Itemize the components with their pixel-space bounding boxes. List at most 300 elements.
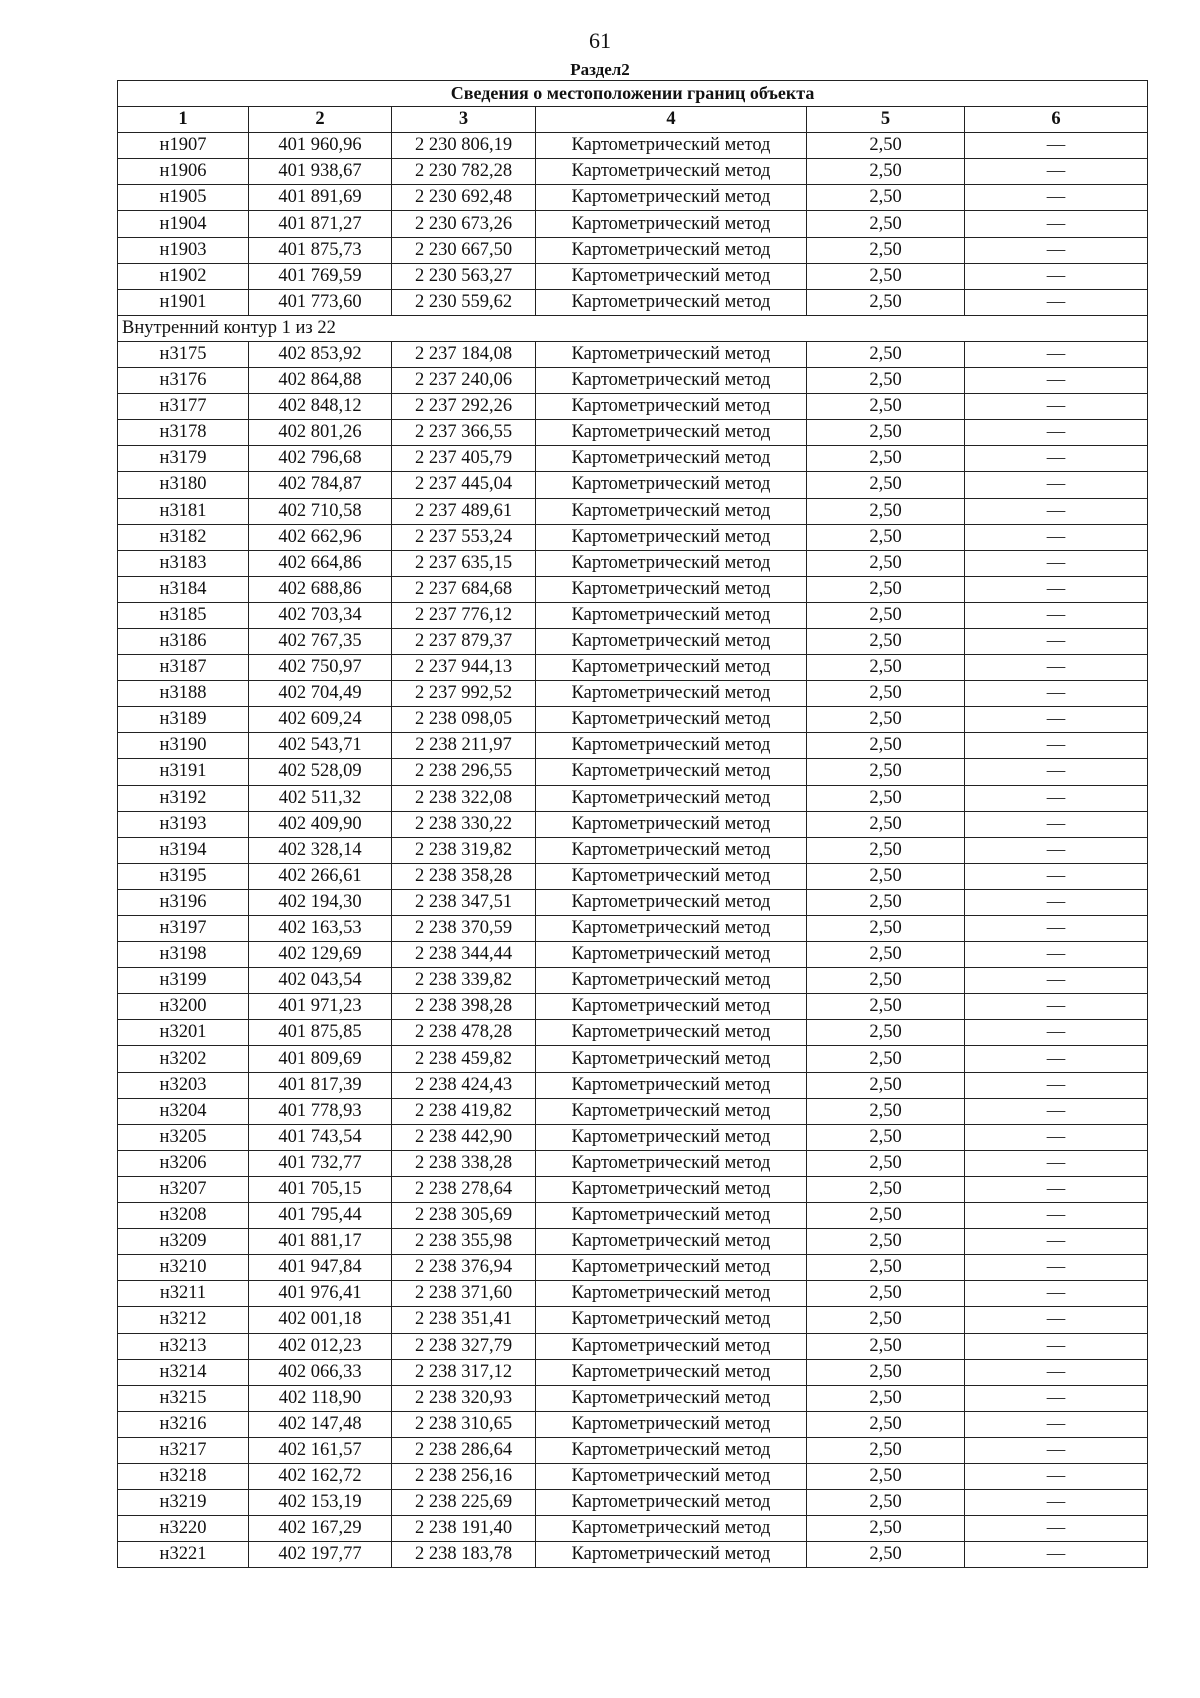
point-id-cell: н3178 [118,420,249,446]
method-cell: Картометрический метод [536,655,807,681]
accuracy-cell: 2,50 [807,1020,965,1046]
y-coordinate-cell: 2 238 098,05 [392,707,536,733]
method-cell: Картометрический метод [536,576,807,602]
method-cell: Картометрический метод [536,1150,807,1176]
point-id-cell: н3206 [118,1150,249,1176]
method-cell: Картометрический метод [536,863,807,889]
method-cell: Картометрический метод [536,707,807,733]
method-cell: Картометрический метод [536,994,807,1020]
accuracy-cell: 2,50 [807,785,965,811]
table-row [118,1176,1148,1202]
accuracy-cell: 2,50 [807,1437,965,1463]
accuracy-cell: 2,50 [807,472,965,498]
point-id-cell: н3214 [118,1359,249,1385]
x-coordinate-cell: 401 976,41 [249,1281,392,1307]
x-coordinate-cell: 402 848,12 [249,394,392,420]
table-row [118,889,1148,915]
y-coordinate-cell: 2 237 776,12 [392,602,536,628]
note-cell: — [965,994,1148,1020]
method-cell: Картометрический метод [536,759,807,785]
accuracy-cell: 2,50 [807,550,965,576]
point-id-cell: н3198 [118,942,249,968]
note-cell: — [965,628,1148,654]
x-coordinate-cell: 402 266,61 [249,863,392,889]
x-coordinate-cell: 402 609,24 [249,707,392,733]
method-cell: Картометрический метод [536,968,807,994]
x-coordinate-cell: 402 801,26 [249,420,392,446]
y-coordinate-cell: 2 237 684,68 [392,576,536,602]
point-id-cell: н3175 [118,341,249,367]
accuracy-cell: 2,50 [807,1411,965,1437]
point-id-cell: н1902 [118,263,249,289]
column-number: 6 [965,107,1148,133]
y-coordinate-cell: 2 238 191,40 [392,1516,536,1542]
x-coordinate-cell: 402 864,88 [249,368,392,394]
accuracy-cell: 2,50 [807,1098,965,1124]
accuracy-cell: 2,50 [807,263,965,289]
note-cell: — [965,1516,1148,1542]
x-coordinate-cell: 401 971,23 [249,994,392,1020]
y-coordinate-cell: 2 237 553,24 [392,524,536,550]
x-coordinate-cell: 401 875,85 [249,1020,392,1046]
x-coordinate-cell: 401 809,69 [249,1046,392,1072]
table-row [118,1385,1148,1411]
x-coordinate-cell: 401 938,67 [249,159,392,185]
table-row [118,1020,1148,1046]
table-row [118,1124,1148,1150]
method-cell: Картометрический метод [536,1229,807,1255]
contour-label: Внутренний контур 1 из 22 [118,315,1148,341]
method-cell: Картометрический метод [536,1281,807,1307]
table-row [118,628,1148,654]
point-id-cell: н3176 [118,368,249,394]
table-row [118,446,1148,472]
x-coordinate-cell: 402 153,19 [249,1490,392,1516]
y-coordinate-cell: 2 238 344,44 [392,942,536,968]
note-cell: — [965,133,1148,159]
accuracy-cell: 2,50 [807,1385,965,1411]
note-cell: — [965,811,1148,837]
point-id-cell: н3180 [118,472,249,498]
table-row [118,681,1148,707]
x-coordinate-cell: 401 705,15 [249,1176,392,1202]
x-coordinate-cell: 401 743,54 [249,1124,392,1150]
x-coordinate-cell: 401 891,69 [249,185,392,211]
note-cell: — [965,1124,1148,1150]
note-cell: — [965,837,1148,863]
x-coordinate-cell: 402 147,48 [249,1411,392,1437]
table-row [118,1463,1148,1489]
note-cell: — [965,1281,1148,1307]
table-row [118,472,1148,498]
method-cell: Картометрический метод [536,1124,807,1150]
y-coordinate-cell: 2 238 319,82 [392,837,536,863]
x-coordinate-cell: 402 750,97 [249,655,392,681]
point-id-cell: н3194 [118,837,249,863]
x-coordinate-cell: 402 162,72 [249,1463,392,1489]
note-cell: — [965,472,1148,498]
point-id-cell: н3212 [118,1307,249,1333]
point-id-cell: н3185 [118,602,249,628]
table-row [118,263,1148,289]
table-row [118,1307,1148,1333]
y-coordinate-cell: 2 238 256,16 [392,1463,536,1489]
column-number: 5 [807,107,965,133]
point-id-cell: н1901 [118,289,249,315]
x-coordinate-cell: 402 129,69 [249,942,392,968]
x-coordinate-cell: 402 409,90 [249,811,392,837]
point-id-cell: н3216 [118,1411,249,1437]
method-cell: Картометрический метод [536,628,807,654]
y-coordinate-cell: 2 237 184,08 [392,341,536,367]
y-coordinate-cell: 2 237 992,52 [392,681,536,707]
y-coordinate-cell: 2 238 183,78 [392,1542,536,1568]
y-coordinate-cell: 2 238 358,28 [392,863,536,889]
accuracy-cell: 2,50 [807,681,965,707]
table-row [118,707,1148,733]
note-cell: — [965,1150,1148,1176]
method-cell: Картометрический метод [536,237,807,263]
accuracy-cell: 2,50 [807,1307,965,1333]
point-id-cell: н3189 [118,707,249,733]
x-coordinate-cell: 401 732,77 [249,1150,392,1176]
accuracy-cell: 2,50 [807,1281,965,1307]
x-coordinate-cell: 402 543,71 [249,733,392,759]
method-cell: Картометрический метод [536,785,807,811]
table-row [118,1255,1148,1281]
table-row [118,1333,1148,1359]
method-cell: Картометрический метод [536,341,807,367]
table-row [118,394,1148,420]
method-cell: Картометрический метод [536,1542,807,1568]
note-cell: — [965,341,1148,367]
method-cell: Картометрический метод [536,837,807,863]
y-coordinate-cell: 2 238 424,43 [392,1072,536,1098]
table-row [118,1150,1148,1176]
note-cell: — [965,185,1148,211]
y-coordinate-cell: 2 238 338,28 [392,1150,536,1176]
note-cell: — [965,1437,1148,1463]
y-coordinate-cell: 2 230 559,62 [392,289,536,315]
method-cell: Картометрический метод [536,394,807,420]
table-row [118,498,1148,524]
method-cell: Картометрический метод [536,1176,807,1202]
accuracy-cell: 2,50 [807,863,965,889]
accuracy-cell: 2,50 [807,1203,965,1229]
note-cell: — [965,681,1148,707]
point-id-cell: н3195 [118,863,249,889]
table-row [118,211,1148,237]
x-coordinate-cell: 402 528,09 [249,759,392,785]
table-body-bottom [118,341,1148,1567]
table-row [118,1411,1148,1437]
point-id-cell: н3221 [118,1542,249,1568]
table-row [118,1437,1148,1463]
x-coordinate-cell: 401 881,17 [249,1229,392,1255]
table-row [118,733,1148,759]
note-cell: — [965,602,1148,628]
y-coordinate-cell: 2 230 673,26 [392,211,536,237]
point-id-cell: н1907 [118,133,249,159]
point-id-cell: н1905 [118,185,249,211]
accuracy-cell: 2,50 [807,133,965,159]
y-coordinate-cell: 2 238 459,82 [392,1046,536,1072]
method-cell: Картометрический метод [536,368,807,394]
accuracy-cell: 2,50 [807,916,965,942]
x-coordinate-cell: 402 012,23 [249,1333,392,1359]
table-row [118,368,1148,394]
point-id-cell: н3218 [118,1463,249,1489]
method-cell: Картометрический метод [536,498,807,524]
y-coordinate-cell: 2 237 405,79 [392,446,536,472]
table-row [118,1359,1148,1385]
x-coordinate-cell: 402 664,86 [249,550,392,576]
method-cell: Картометрический метод [536,446,807,472]
point-id-cell: н3183 [118,550,249,576]
y-coordinate-cell: 2 237 489,61 [392,498,536,524]
accuracy-cell: 2,50 [807,1463,965,1489]
point-id-cell: н3210 [118,1255,249,1281]
table-row [118,1203,1148,1229]
note-cell: — [965,498,1148,524]
table-row [118,1542,1148,1568]
accuracy-cell: 2,50 [807,1150,965,1176]
point-id-cell: н3205 [118,1124,249,1150]
method-cell: Картометрический метод [536,133,807,159]
note-cell: — [965,968,1148,994]
note-cell: — [965,1255,1148,1281]
accuracy-cell: 2,50 [807,341,965,367]
method-cell: Картометрический метод [536,681,807,707]
table-row [118,785,1148,811]
x-coordinate-cell: 402 767,35 [249,628,392,654]
table-row [118,289,1148,315]
note-cell: — [965,263,1148,289]
note-cell: — [965,889,1148,915]
y-coordinate-cell: 2 238 355,98 [392,1229,536,1255]
y-coordinate-cell: 2 230 563,27 [392,263,536,289]
y-coordinate-cell: 2 237 944,13 [392,655,536,681]
table-row [118,811,1148,837]
table-body-top [118,133,1148,316]
method-cell: Картометрический метод [536,289,807,315]
note-cell: — [965,759,1148,785]
accuracy-cell: 2,50 [807,811,965,837]
method-cell: Картометрический метод [536,942,807,968]
note-cell: — [965,1359,1148,1385]
x-coordinate-cell: 402 853,92 [249,341,392,367]
x-coordinate-cell: 401 817,39 [249,1072,392,1098]
section-title: Раздел2 [570,60,630,79]
accuracy-cell: 2,50 [807,628,965,654]
x-coordinate-cell: 402 167,29 [249,1516,392,1542]
table-row [118,185,1148,211]
note-cell: — [965,420,1148,446]
accuracy-cell: 2,50 [807,368,965,394]
note-cell: — [965,550,1148,576]
point-id-cell: н3207 [118,1176,249,1202]
method-cell: Картометрический метод [536,1072,807,1098]
point-id-cell: н3208 [118,1203,249,1229]
table-row [118,863,1148,889]
point-id-cell: н3182 [118,524,249,550]
boundary-coordinates-table [117,80,1148,1568]
y-coordinate-cell: 2 238 327,79 [392,1333,536,1359]
x-coordinate-cell: 401 871,27 [249,211,392,237]
point-id-cell: н3204 [118,1098,249,1124]
point-id-cell: н3215 [118,1385,249,1411]
note-cell: — [965,1411,1148,1437]
accuracy-cell: 2,50 [807,237,965,263]
point-id-cell: н3202 [118,1046,249,1072]
note-cell: — [965,1542,1148,1568]
point-id-cell: н1906 [118,159,249,185]
table-row [118,1098,1148,1124]
note-cell: — [965,1463,1148,1489]
x-coordinate-cell: 401 960,96 [249,133,392,159]
accuracy-cell: 2,50 [807,1255,965,1281]
point-id-cell: н3186 [118,628,249,654]
x-coordinate-cell: 402 163,53 [249,916,392,942]
table-row [118,655,1148,681]
note-cell: — [965,942,1148,968]
y-coordinate-cell: 2 238 370,59 [392,916,536,942]
table-row [118,994,1148,1020]
y-coordinate-cell: 2 230 782,28 [392,159,536,185]
x-coordinate-cell: 402 662,96 [249,524,392,550]
point-id-cell: н3190 [118,733,249,759]
y-coordinate-cell: 2 238 310,65 [392,1411,536,1437]
point-id-cell: н3201 [118,1020,249,1046]
point-id-cell: н3217 [118,1437,249,1463]
note-cell: — [965,159,1148,185]
x-coordinate-cell: 402 704,49 [249,681,392,707]
point-id-cell: н3188 [118,681,249,707]
point-id-cell: н3181 [118,498,249,524]
note-cell: — [965,446,1148,472]
accuracy-cell: 2,50 [807,942,965,968]
note-cell: — [965,1098,1148,1124]
note-cell: — [965,237,1148,263]
x-coordinate-cell: 402 197,77 [249,1542,392,1568]
method-cell: Картометрический метод [536,472,807,498]
accuracy-cell: 2,50 [807,1333,965,1359]
y-coordinate-cell: 2 238 322,08 [392,785,536,811]
y-coordinate-cell: 2 237 240,06 [392,368,536,394]
x-coordinate-cell: 402 710,58 [249,498,392,524]
x-coordinate-cell: 402 328,14 [249,837,392,863]
method-cell: Картометрический метод [536,889,807,915]
table-row [118,341,1148,367]
method-cell: Картометрический метод [536,811,807,837]
table-row [118,1516,1148,1542]
method-cell: Картометрический метод [536,916,807,942]
method-cell: Картометрический метод [536,1385,807,1411]
x-coordinate-cell: 401 947,84 [249,1255,392,1281]
y-coordinate-cell: 2 238 376,94 [392,1255,536,1281]
accuracy-cell: 2,50 [807,1229,965,1255]
x-coordinate-cell: 402 511,32 [249,785,392,811]
table-row [118,420,1148,446]
note-cell: — [965,1385,1148,1411]
accuracy-cell: 2,50 [807,394,965,420]
y-coordinate-cell: 2 238 347,51 [392,889,536,915]
contour-section [118,315,1148,341]
method-cell: Картометрический метод [536,733,807,759]
note-cell: — [965,1229,1148,1255]
accuracy-cell: 2,50 [807,733,965,759]
accuracy-cell: 2,50 [807,446,965,472]
note-cell: — [965,368,1148,394]
accuracy-cell: 2,50 [807,1516,965,1542]
x-coordinate-cell: 402 043,54 [249,968,392,994]
table-row [118,550,1148,576]
point-id-cell: н3211 [118,1281,249,1307]
note-cell: — [965,1020,1148,1046]
x-coordinate-cell: 402 001,18 [249,1307,392,1333]
table-row [118,237,1148,263]
y-coordinate-cell: 2 230 806,19 [392,133,536,159]
note-cell: — [965,576,1148,602]
x-coordinate-cell: 402 796,68 [249,446,392,472]
x-coordinate-cell: 401 795,44 [249,1203,392,1229]
point-id-cell: н3184 [118,576,249,602]
column-number: 4 [536,107,807,133]
table-row [118,1072,1148,1098]
note-cell: — [965,1046,1148,1072]
accuracy-cell: 2,50 [807,211,965,237]
accuracy-cell: 2,50 [807,185,965,211]
note-cell: — [965,1333,1148,1359]
accuracy-cell: 2,50 [807,1176,965,1202]
table-row [118,159,1148,185]
method-cell: Картометрический метод [536,420,807,446]
accuracy-cell: 2,50 [807,837,965,863]
method-cell: Картометрический метод [536,1411,807,1437]
table-row [118,133,1148,159]
table-row [118,759,1148,785]
y-coordinate-cell: 2 237 292,26 [392,394,536,420]
table-row [118,837,1148,863]
y-coordinate-cell: 2 238 330,22 [392,811,536,837]
y-coordinate-cell: 2 230 692,48 [392,185,536,211]
point-id-cell: н3209 [118,1229,249,1255]
method-cell: Картометрический метод [536,550,807,576]
y-coordinate-cell: 2 230 667,50 [392,237,536,263]
column-number: 1 [118,107,249,133]
note-cell: — [965,524,1148,550]
point-id-cell: н3193 [118,811,249,837]
column-number: 3 [392,107,536,133]
method-cell: Картометрический метод [536,1490,807,1516]
x-coordinate-cell: 402 194,30 [249,889,392,915]
method-cell: Картометрический метод [536,1359,807,1385]
table-row [118,1281,1148,1307]
y-coordinate-cell: 2 238 419,82 [392,1098,536,1124]
y-coordinate-cell: 2 238 286,64 [392,1437,536,1463]
point-id-cell: н3219 [118,1490,249,1516]
method-cell: Картометрический метод [536,1203,807,1229]
point-id-cell: н3179 [118,446,249,472]
note-cell: — [965,655,1148,681]
note-cell: — [965,733,1148,759]
note-cell: — [965,211,1148,237]
method-cell: Картометрический метод [536,159,807,185]
accuracy-cell: 2,50 [807,524,965,550]
x-coordinate-cell: 402 161,57 [249,1437,392,1463]
y-coordinate-cell: 2 238 317,12 [392,1359,536,1385]
note-cell: — [965,394,1148,420]
